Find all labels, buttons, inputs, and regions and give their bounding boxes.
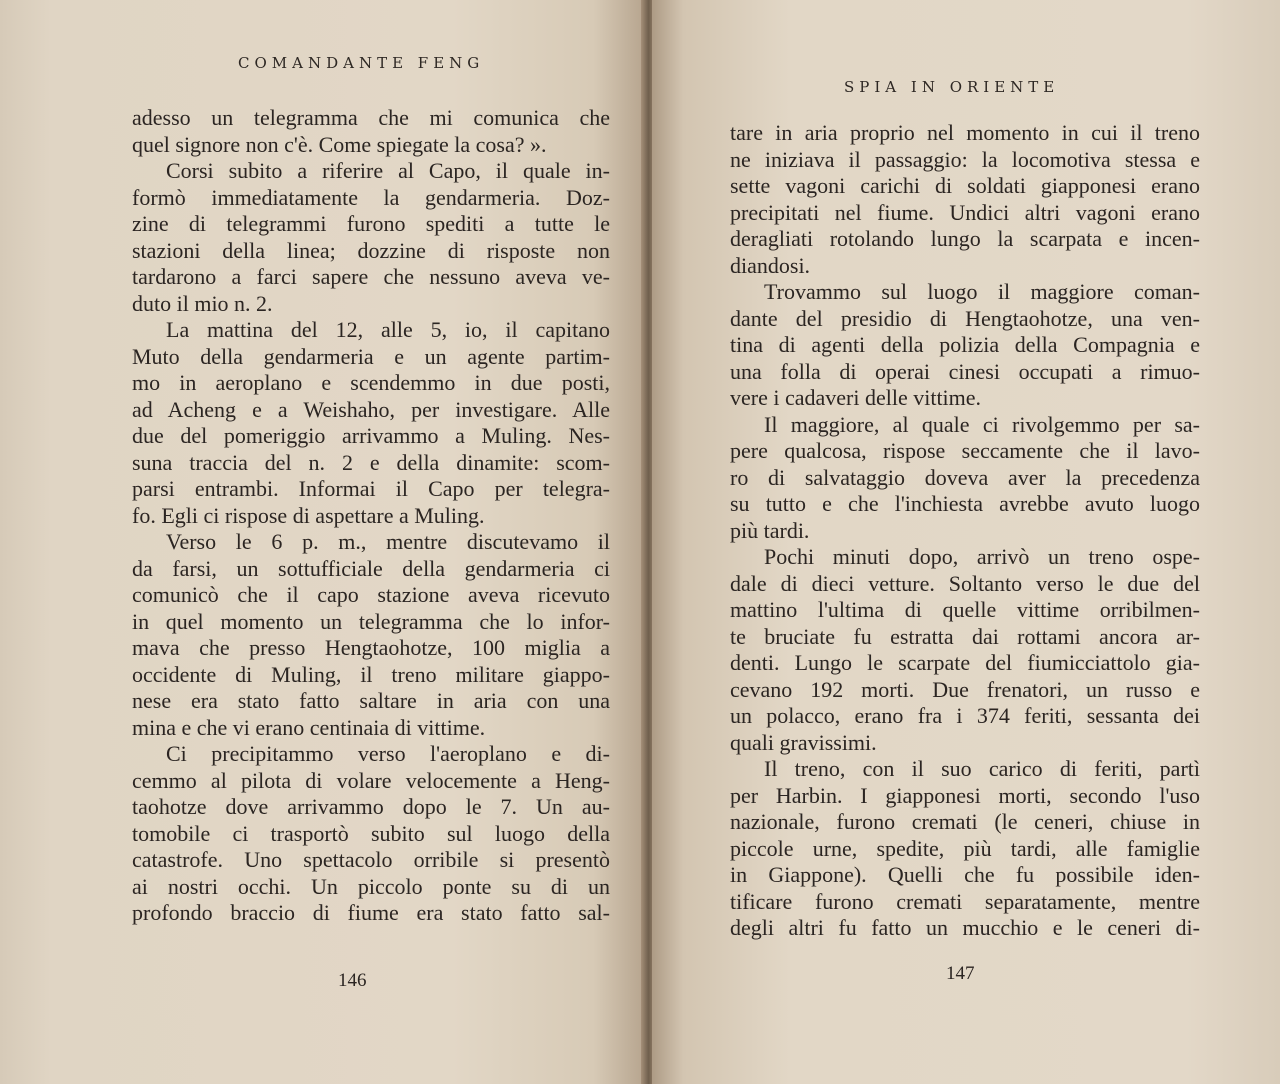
text-line: due del pomeriggio arrivammo a Muling. Nes- — [132, 423, 610, 448]
text-line: nazionale, furono cremati (le ceneri, chiuse in — [730, 809, 1200, 834]
text-line: cemmo al pilota di volare velocemente a Heng- — [132, 767, 610, 793]
text-line: quali gravissimi. — [730, 729, 877, 755]
text-line: parsi entrambi. Informai il Capo per telegra- — [132, 476, 610, 501]
text-line: ad Acheng e a Weishaho, per investigare. Alle — [132, 396, 610, 422]
left-running-head: COMANDANTE FENG — [238, 54, 485, 72]
text-line: ne iniziava il passaggio: la locomotiva stessa e — [730, 146, 1200, 172]
text-line: Verso le 6 p. m., mentre discutevamo il — [166, 529, 610, 554]
text-line: formò immediatamente la gendarmeria. Doz- — [132, 184, 610, 210]
text-line: tare in aria proprio nel momento in cui il treno — [730, 120, 1200, 145]
text-line: La mattina del 12, alle 5, io, il capitano — [166, 317, 610, 342]
text-line: una folla di operai cinesi occupati a rimuo- — [730, 358, 1200, 384]
text-line: sette vagoni carichi di soldati giapponesi erano — [730, 173, 1200, 198]
text-line: precipitati nel fiume. Undici altri vagoni erano — [730, 199, 1200, 225]
text-line: mina e che vi erano centinaia di vittime. — [132, 714, 486, 740]
text-line: Ci precipitammo verso l'aeroplano e di- — [166, 741, 610, 766]
text-line: tomobile ci trasportò subito sul luogo della — [132, 820, 610, 846]
text-line: cevano 192 morti. Due frenatori, un russo e — [730, 676, 1200, 702]
text-line: per Harbin. I giapponesi morti, secondo l'uso — [730, 782, 1200, 808]
text-line: mattino l'ultima di quelle vittime orribilmen- — [730, 597, 1200, 622]
text-line: piccole urne, spedite, più tardi, alle famiglie — [730, 835, 1200, 861]
left-body-text — [132, 105, 610, 927]
text-line: mo in aeroplano e scendemmo in due posti, — [132, 370, 610, 395]
text-line: tardarono a farci sapere che nessuno aveva ve- — [132, 264, 610, 289]
right-page — [652, 0, 1280, 1084]
text-line: vere i cadaveri delle vittime. — [730, 385, 982, 410]
text-line: Corsi subito a riferire al Capo, il quale in- — [166, 158, 610, 183]
text-line: stazioni della linea; dozzine di risposte non — [132, 237, 610, 263]
text-line: su tutto e che l'inchiesta avrebbe avuto luogo — [730, 491, 1200, 516]
text-line: Il treno, con il suo carico di feriti, partì — [764, 756, 1200, 781]
right-running-head: SPIA IN ORIENTE — [844, 78, 1060, 96]
text-line: nese era stato fatto saltare in aria con una — [132, 688, 610, 713]
text-line: Trovammo sul luogo il maggiore coman- — [764, 279, 1200, 304]
text-line: tificare furono cremati separatamente, mentre — [730, 888, 1200, 914]
left-page-number: 146 — [338, 970, 367, 991]
text-line: quel signore non c'è. Come spiegate la cosa? ». — [132, 131, 547, 157]
text-line: comunicò che il capo stazione aveva ricevuto — [132, 582, 610, 607]
text-line: occidente di Muling, il treno militare giappo- — [132, 661, 610, 687]
text-line: zine di telegrammi furono spediti a tutte le — [132, 211, 610, 236]
text-line: ai nostri occhi. Un piccolo ponte su di un — [132, 873, 610, 899]
text-line: tina di agenti della polizia della Compagnia e — [730, 332, 1200, 357]
text-line: fo. Egli ci rispose di aspettare a Muling. — [132, 502, 485, 528]
text-line: dale di dieci vetture. Soltanto verso le due del — [730, 570, 1200, 596]
text-line: diandosi. — [730, 252, 811, 278]
text-line: da farsi, un sottufficiale della gendarmeria ci — [132, 555, 610, 581]
text-line: in quel momento un telegramma che lo infor- — [132, 608, 610, 634]
text-line: dante del presidio di Hengtaohotze, una ven- — [730, 305, 1200, 331]
text-line: Muto della gendarmeria e un agente partim- — [132, 343, 610, 369]
right-page-number: 147 — [946, 963, 975, 984]
text-line: mava che presso Hengtaohotze, 100 miglia a — [132, 635, 610, 660]
text-line: profondo braccio di fiume era stato fatto sal- — [132, 900, 610, 925]
text-line: denti. Lungo le scarpate del fiumicciattolo gia- — [730, 650, 1200, 675]
text-line: Pochi minuti dopo, arrivò un treno ospe- — [764, 544, 1200, 569]
text-line: un polacco, erano fra i 374 feriti, sessanta dei — [730, 703, 1200, 728]
text-line: suna traccia del n. 2 e della dinamite: scom- — [132, 449, 610, 475]
text-line: degli altri fu fatto un mucchio e le ceneri di- — [730, 915, 1200, 940]
text-line: te bruciate fu estratta dai rottami ancora ar- — [730, 623, 1200, 649]
text-line: adesso un telegramma che mi comunica che — [132, 105, 610, 130]
text-line: taohotze dove arrivammo dopo le 7. Un au- — [132, 794, 610, 819]
text-line: catastrofe. Uno spettacolo orribile si presentò — [132, 847, 610, 872]
right-body-text — [730, 120, 1200, 942]
text-line: più tardi. — [730, 517, 810, 543]
text-line: Il maggiore, al quale ci rivolgemmo per sa- — [764, 411, 1200, 437]
text-line: ro di salvataggio doveva aver la precedenza — [730, 464, 1200, 490]
text-line: duto il mio n. 2. — [132, 290, 273, 316]
text-line: pere qualcosa, rispose seccamente che il lavo- — [730, 438, 1200, 463]
text-line: in Giappone). Quelli che fu possibile iden- — [730, 862, 1200, 887]
text-line: deragliati rotolando lungo la scarpata e incen- — [730, 226, 1200, 251]
